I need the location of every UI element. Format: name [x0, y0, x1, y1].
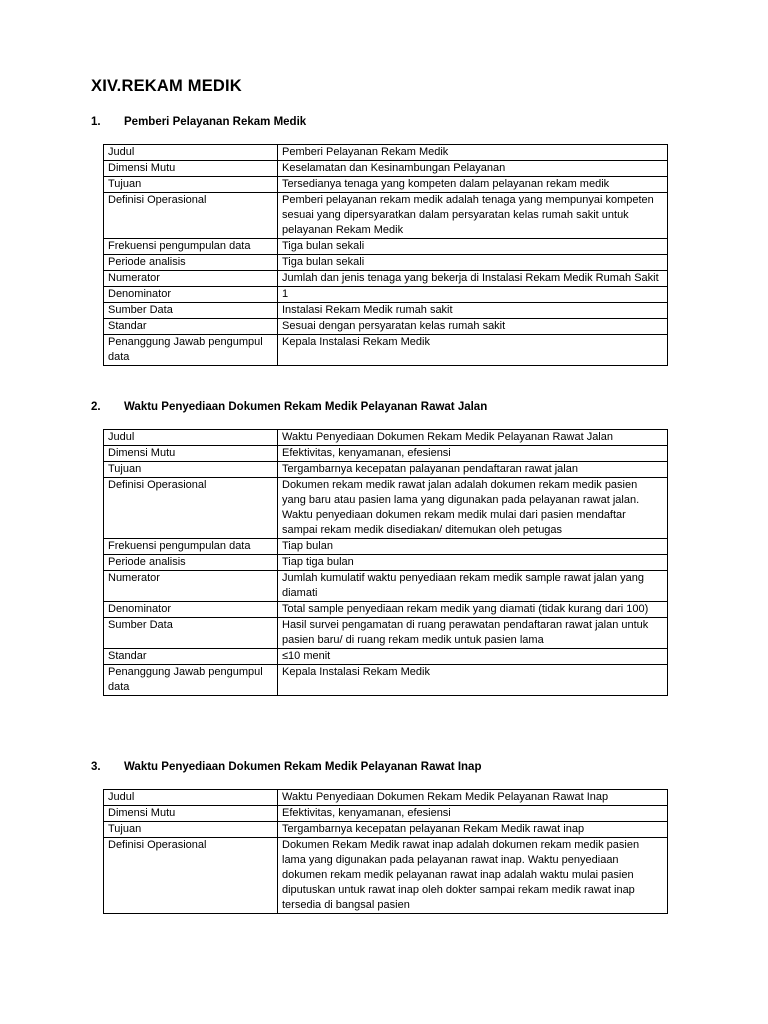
- table-row: [104, 539, 668, 555]
- row-value: Kepala Instalasi Rekam Medik: [278, 335, 668, 366]
- row-value: Waktu Penyediaan Dokumen Rekam Medik Pelayanan Rawat Jalan: [278, 430, 668, 446]
- table-row: [104, 446, 668, 462]
- table-row: [104, 430, 668, 446]
- row-value: ≤10 menit: [278, 649, 668, 665]
- table-row: [104, 571, 668, 602]
- row-label: Sumber Data: [104, 303, 278, 319]
- row-label: Tujuan: [104, 822, 278, 838]
- row-label: Definisi Operasional: [104, 193, 278, 239]
- row-value: Pemberi pelayanan rekam medik adalah tenaga yang mempunyai kompeten sesuai yang dipersyaratkan dalam persyaratan kelas rumah sakit untuk pelayanan Rekam Medik: [278, 193, 668, 239]
- row-label: Dimensi Mutu: [104, 446, 278, 462]
- table-row: [104, 271, 668, 287]
- table-row: [104, 335, 668, 366]
- table-row: [104, 193, 668, 239]
- indicator-table-3: [103, 789, 668, 914]
- section-number: 2.: [91, 401, 101, 413]
- table-row: [104, 239, 668, 255]
- table-row: [104, 649, 668, 665]
- row-label: Tujuan: [104, 462, 278, 478]
- row-value: Dokumen rekam medik rawat jalan adalah dokumen rekam medik pasien yang baru atau pasien lama yang digunakan pada pelayanan rawat jalan. Waktu penyediaan dokumen rekam medik mulai dari pasien mendaftar sampai rekam medik disediakan/ ditemukan oleh petugas: [278, 478, 668, 539]
- indicator-table-1: [103, 144, 668, 366]
- table-row: [104, 665, 668, 696]
- table-row: [104, 618, 668, 649]
- table-row: [104, 790, 668, 806]
- section-title: Waktu Penyediaan Dokumen Rekam Medik Pelayanan Rawat Inap: [124, 761, 482, 773]
- row-label: Standar: [104, 649, 278, 665]
- row-value: Total sample penyediaan rekam medik yang diamati (tidak kurang dari 100): [278, 602, 668, 618]
- table-row: [104, 177, 668, 193]
- section-title: Waktu Penyediaan Dokumen Rekam Medik Pelayanan Rawat Jalan: [124, 401, 488, 413]
- page-title: XIV.REKAM MEDIK: [91, 77, 242, 95]
- row-label: Definisi Operasional: [104, 478, 278, 539]
- row-value: Tiga bulan sekali: [278, 239, 668, 255]
- row-value: Tiga bulan sekali: [278, 255, 668, 271]
- row-label: Frekuensi pengumpulan data: [104, 239, 278, 255]
- table-row: [104, 822, 668, 838]
- table-row: [104, 478, 668, 539]
- row-value: 1: [278, 287, 668, 303]
- row-value: Jumlah dan jenis tenaga yang bekerja di Instalasi Rekam Medik Rumah Sakit: [278, 271, 668, 287]
- row-label: Periode analisis: [104, 255, 278, 271]
- row-label: Denominator: [104, 602, 278, 618]
- row-value: Tiap bulan: [278, 539, 668, 555]
- section-title: Pemberi Pelayanan Rekam Medik: [124, 116, 307, 128]
- table-row: [104, 145, 668, 161]
- section-heading-1: [91, 116, 306, 128]
- row-label: Periode analisis: [104, 555, 278, 571]
- row-value: Instalasi Rekam Medik rumah sakit: [278, 303, 668, 319]
- section-heading-2: [91, 401, 487, 413]
- row-label: Numerator: [104, 571, 278, 602]
- row-value: Keselamatan dan Kesinambungan Pelayanan: [278, 161, 668, 177]
- row-value: Kepala Instalasi Rekam Medik: [278, 665, 668, 696]
- table-row: [104, 255, 668, 271]
- row-value: Efektivitas, kenyamanan, efesiensi: [278, 806, 668, 822]
- row-label: Judul: [104, 790, 278, 806]
- indicator-table-2: [103, 429, 668, 696]
- row-label: Standar: [104, 319, 278, 335]
- row-label: Definisi Operasional: [104, 838, 278, 914]
- table-row: [104, 838, 668, 914]
- row-value: Tersedianya tenaga yang kompeten dalam pelayanan rekam medik: [278, 177, 668, 193]
- row-value: Efektivitas, kenyamanan, efesiensi: [278, 446, 668, 462]
- table-row: [104, 462, 668, 478]
- section-heading-3: [91, 761, 481, 773]
- row-label: Penanggung Jawab pengumpul data: [104, 665, 278, 696]
- table-row: [104, 806, 668, 822]
- row-value: Jumlah kumulatif waktu penyediaan rekam medik sample rawat jalan yang diamati: [278, 571, 668, 602]
- table-row: [104, 161, 668, 177]
- section-number: 1.: [91, 116, 101, 128]
- row-label: Frekuensi pengumpulan data: [104, 539, 278, 555]
- table-row: [104, 303, 668, 319]
- row-value: Tergambarnya kecepatan palayanan pendaftaran rawat jalan: [278, 462, 668, 478]
- row-label: Judul: [104, 430, 278, 446]
- row-value: Tergambarnya kecepatan pelayanan Rekam Medik rawat inap: [278, 822, 668, 838]
- table-row: [104, 602, 668, 618]
- row-value: Waktu Penyediaan Dokumen Rekam Medik Pelayanan Rawat Inap: [278, 790, 668, 806]
- section-number: 3.: [91, 761, 101, 773]
- row-value: Tiap tiga bulan: [278, 555, 668, 571]
- row-label: Denominator: [104, 287, 278, 303]
- row-value: Sesuai dengan persyaratan kelas rumah sakit: [278, 319, 668, 335]
- row-label: Sumber Data: [104, 618, 278, 649]
- row-label: Tujuan: [104, 177, 278, 193]
- table-row: [104, 319, 668, 335]
- table-row: [104, 287, 668, 303]
- row-label: Judul: [104, 145, 278, 161]
- row-label: Dimensi Mutu: [104, 161, 278, 177]
- table-row: [104, 555, 668, 571]
- row-value: Hasil survei pengamatan di ruang perawatan pendaftaran rawat jalan untuk pasien baru/ di ruang rekam medik untuk pasien lama: [278, 618, 668, 649]
- row-label: Penanggung Jawab pengumpul data: [104, 335, 278, 366]
- row-value: Pemberi Pelayanan Rekam Medik: [278, 145, 668, 161]
- row-label: Numerator: [104, 271, 278, 287]
- row-label: Dimensi Mutu: [104, 806, 278, 822]
- row-value: Dokumen Rekam Medik rawat inap adalah dokumen rekam medik pasien lama yang digunakan pada pelayanan rawat inap. Waktu penyediaan dokumen rekam medik pelayanan rawat inap adalah waktu mulai pasien diputuskan untuk rawat inap oleh dokter sampai rekam medik rawat inap tersedia di bangsal pasien: [278, 838, 668, 914]
